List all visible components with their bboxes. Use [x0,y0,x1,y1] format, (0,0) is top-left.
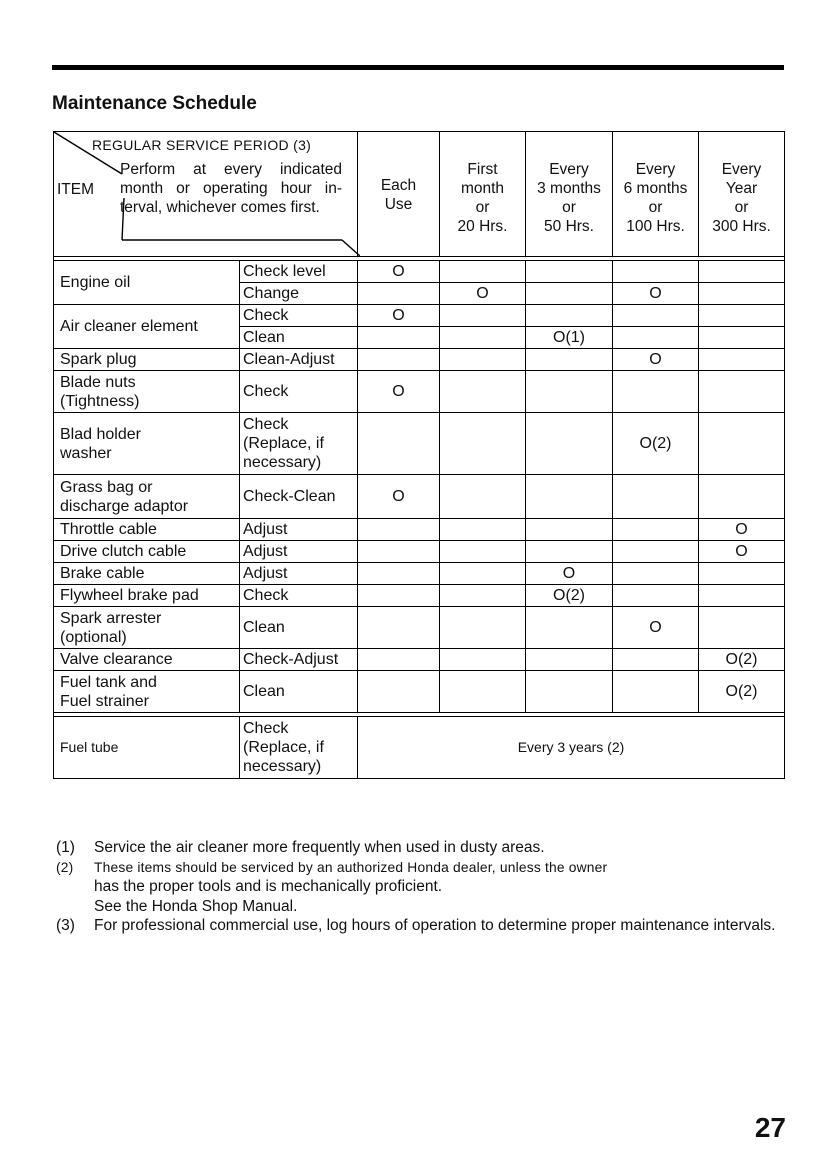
table-row [54,475,785,519]
mark: O [613,349,699,371]
maintenance-schedule-table [53,131,785,779]
footnote-3 [56,916,786,936]
table-row [54,371,785,413]
service-period-text: Perform at every indicated month or operating hour in- terval, whichever comes first. [120,161,342,216]
table-row [54,585,785,607]
op: Adjust [240,563,358,585]
table-row [54,607,785,649]
item-air-cleaner: Air cleaner element [54,305,240,349]
item-spark-arrester: Spark arrester (optional) [54,607,240,649]
table-row [54,671,785,713]
op: Check (Replace, if necessary) [240,413,358,475]
op: Adjust [240,541,358,563]
table-row [54,413,785,475]
op: Check [240,371,358,413]
col-every-year: Every Year or 300 Hrs. [699,132,785,257]
header-row [54,132,785,257]
item-blade-nuts: Blade nuts (Tightness) [54,371,240,413]
op-change: Change [240,283,358,305]
op: Adjust [240,519,358,541]
table-row [54,261,785,283]
mark: O [358,261,440,283]
col-first-month: First month or 20 Hrs. [440,132,526,257]
item-engine-oil: Engine oil [54,261,240,305]
mark: O(1) [526,327,613,349]
page-number: 27 [754,1112,786,1143]
footnote-text: These items should be serviced by an authorized Honda dealer, unless the owner [94,859,608,875]
op-clean: Clean [240,327,358,349]
item-spark-plug: Spark plug [54,349,240,371]
mark: O [358,475,440,519]
table-row [54,519,785,541]
mark: O [613,607,699,649]
footnote-number: (1) [56,839,75,856]
op: Check (Replace, if necessary) [240,717,358,779]
item-blade-holder: Blad holder washer [54,413,240,475]
item-brake-cable: Brake cable [54,563,240,585]
footnote-text: See the Honda Shop Manual. [94,897,298,915]
footnote-2 [56,858,786,878]
mark: O(2) [699,671,785,713]
footnote-text: Service the air cleaner more frequently when used in dusty areas. [94,839,545,856]
table-row [54,717,785,779]
mark: O [440,283,526,305]
mark: O(2) [613,413,699,475]
col-each-use: Each Use [358,132,440,257]
page-title: Maintenance Schedule [52,93,257,114]
footnote-text: For professional commercial use, log hours of operation to determine proper maintenance intervals. [94,917,776,934]
table-row [54,541,785,563]
mark: O [613,283,699,305]
fuel-tube-interval: Every 3 years (2) [358,717,785,779]
mark: O [358,305,440,327]
item-fuel-tank: Fuel tank and Fuel strainer [54,671,240,713]
top-rule [52,65,784,70]
item-valve-clearance: Valve clearance [54,649,240,671]
op: Check-Adjust [240,649,358,671]
item-throttle-cable: Throttle cable [54,519,240,541]
table-row [54,349,785,371]
mark: O(2) [526,585,613,607]
footnote-number: (3) [56,917,75,934]
op: Clean [240,607,358,649]
footnote-number: (2) [56,859,74,875]
op: Check-Clean [240,475,358,519]
item-drive-clutch-cable: Drive clutch cable [54,541,240,563]
footnotes [56,838,786,936]
op: Clean-Adjust [240,349,358,371]
item-grass-bag: Grass bag or discharge adaptor [54,475,240,519]
footnote-1 [56,838,786,858]
table-row [54,563,785,585]
table-row [54,649,785,671]
mark: O [358,371,440,413]
col-3-months: Every 3 months or 50 Hrs. [526,132,613,257]
mark: O(2) [699,649,785,671]
service-period-title: REGULAR SERVICE PERIOD (3) [92,137,312,153]
item-fuel-tube: Fuel tube [54,717,240,779]
footnote-2-cont [56,877,786,916]
op-check: Check [240,305,358,327]
item-label: ITEM [57,181,95,198]
item-flywheel-brake-pad: Flywheel brake pad [54,585,240,607]
table-row [54,305,785,327]
mark: O [699,541,785,563]
op: Clean [240,671,358,713]
col-6-months: Every 6 months or 100 Hrs. [613,132,699,257]
mark: O [699,519,785,541]
footnote-text: has the proper tools and is mechanically proficient. [94,878,443,895]
mark: O [526,563,613,585]
op-check-level: Check level [240,261,358,283]
header-item-cell [54,132,358,257]
op: Check [240,585,358,607]
